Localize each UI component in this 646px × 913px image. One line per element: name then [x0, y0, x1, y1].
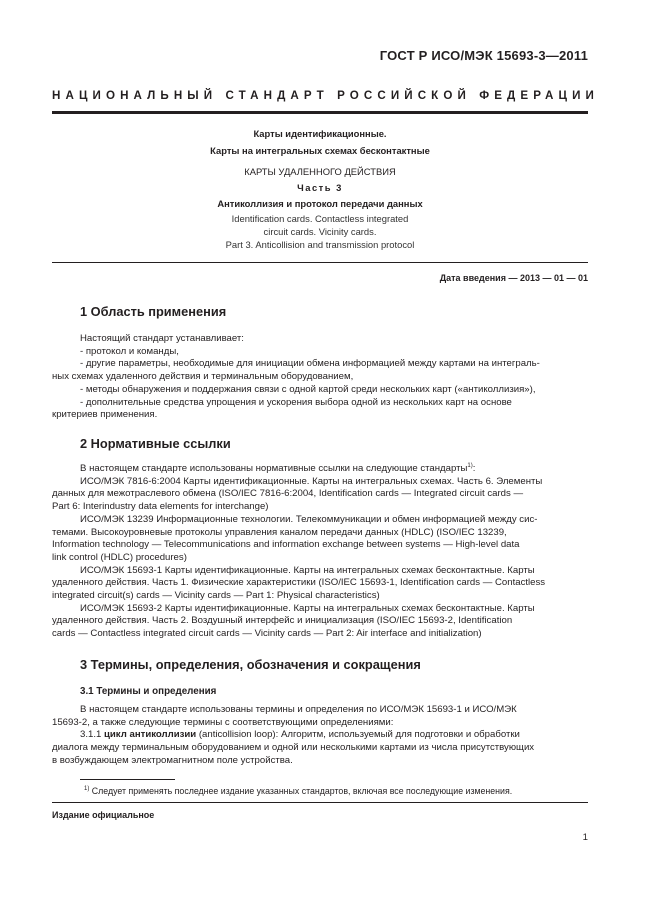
- title-block: [52, 127, 588, 251]
- s2-intro-end: :: [472, 463, 476, 474]
- s1-p2: - протокол и команды,: [80, 345, 179, 357]
- title-en-3: Part 3. Anticollision and transmission protocol: [225, 239, 415, 250]
- title-rule: [52, 262, 588, 263]
- page-number: 1: [582, 832, 588, 843]
- title-line-2: Карты на интегральных схемах бесконтактные: [210, 145, 430, 156]
- s1-p1: Настоящий стандарт устанавливает:: [80, 333, 244, 344]
- footnote-text: Следует применять последнее издание указанных стандартов, включая все последующие изменения.: [89, 786, 513, 796]
- s2-r4c: cards — Contactless integrated circuit cards — Vicinity cards — Part 2: Air interface and initialization): [52, 628, 482, 640]
- s1-p5: - дополнительные средства упрощения и ускорения выбора одной из нескольких карт на основе: [80, 396, 512, 408]
- s2-r3b: удаленного действия. Часть 1. Физические характеристики (ISO/IEC 15693-1, Identification cards — Contactless: [52, 577, 546, 589]
- s2-r1a: ИСО/МЭК 7816-6:2004 Карты идентификационные. Карты на интегральных схемах. Часть 6. Элементы: [80, 475, 543, 487]
- footnote: [80, 785, 588, 797]
- s3-term-name: цикл антиколлизии: [104, 729, 197, 741]
- intro-date: Дата введения — 2013 — 01 — 01: [439, 273, 588, 283]
- s2-r2d: link control (HDLC) procedures): [52, 551, 187, 563]
- s1-p5b: критериев применения.: [52, 409, 158, 421]
- section-1-heading: 1 Область применения: [80, 304, 227, 319]
- s2-intro: [80, 463, 588, 476]
- s1-p3: - другие параметры, необходимые для инициации обмена информацией между картами на интеграль-: [80, 358, 540, 370]
- document-code: ГОСТ Р ИСО/МЭК 15693-3—2011: [379, 48, 588, 63]
- s2-r4a: ИСО/МЭК 15693-2 Карты идентификационные. Карты на интегральных схемах бесконтактные. Карты: [80, 602, 535, 614]
- title-en-2: circuit cards. Vicinity cards.: [263, 226, 377, 237]
- s2-r1b: данных для межотраслевого обмена (ISO/IEC 7816-6:2004, Identification cards — Integrated circuit cards —: [52, 488, 524, 500]
- s2-intro-footnote-ref: 1): [467, 462, 473, 469]
- header-rule: [52, 111, 588, 114]
- section-3-heading: 3 Термины, определения, обозначения и сокращения: [80, 657, 421, 672]
- s2-r4b: удаленного действия. Часть 2. Воздушный интерфейс и инициализация (ISO/IEC 15693-2, Identification: [52, 615, 513, 627]
- title-en-1: Identification cards. Contactless integrated: [231, 213, 409, 224]
- title-line-3: КАРТЫ УДАЛЕННОГО ДЕЙСТВИЯ: [244, 166, 396, 177]
- s1-p3b: ных схемах удаленного действия и терминальным оборудованием,: [52, 371, 354, 383]
- s3-term-def-b: диалога между терминальным оборудованием и одной или несколькими картами из числа присутствующих: [52, 742, 535, 754]
- footnote-rule: [80, 779, 175, 780]
- section-1-body: [52, 333, 588, 422]
- national-standard-banner: НАЦИОНАЛЬНЫЙ СТАНДАРТ РОССИЙСКОЙ ФЕДЕРАЦИИ: [52, 89, 599, 102]
- s2-r2b: темами. Высокоуровневые протоколы управления каналом передачи данных (HDLC) (ISO/IEC 13239,: [52, 526, 507, 538]
- s3-p1a: В настоящем стандарте использованы термины и определения по ИСО/МЭК 15693-1 и ИСО/МЭК: [80, 704, 517, 715]
- s2-r1c: Part 6: Interindustry data elements for interchange): [52, 501, 269, 513]
- title-part: Часть 3: [297, 182, 343, 193]
- section-2-body: [52, 463, 588, 641]
- section-3-body: [52, 704, 588, 768]
- s2-r2a: ИСО/МЭК 13239 Информационные технологии. Телекоммуникации и обмен информацией между сис-: [80, 513, 538, 525]
- s1-p4: - методы обнаружения и поддержания связи с одной картой среди нескольких карт («антиколлизия»),: [80, 383, 536, 395]
- s3-term: [80, 729, 588, 742]
- edition-label: Издание официальное: [52, 810, 155, 820]
- s3-term-def-a: (anticollision loop): Алгоритм, используемый для подготовки и обработки: [196, 729, 520, 741]
- footnote-marker: 1): [84, 786, 90, 793]
- section-2-heading: 2 Нормативные ссылки: [80, 436, 231, 451]
- s3-term-def-c: в возбуждающем электромагнитном поле устройства.: [52, 754, 293, 766]
- s2-intro-text: В настоящем стандарте использованы нормативные ссылки на следующие стандарты: [80, 463, 468, 474]
- s3-p1b: 15693-2, а также следующие термины с соответствующими определениями:: [52, 716, 394, 728]
- s2-r2c: Information technology — Telecommunications and information exchange between systems — High-level data: [52, 539, 520, 551]
- s3-term-number: 3.1.1: [80, 729, 105, 741]
- s2-r3a: ИСО/МЭК 15693-1 Карты идентификационные. Карты на интегральных схемах бесконтактные. Карты: [80, 564, 535, 576]
- section-3-1-heading: 3.1 Термины и определения: [80, 686, 217, 697]
- s2-r3c: integrated circuit(s) cards — Vicinity cards — Part 1: Physical characteristics): [52, 590, 380, 602]
- title-line-1: Карты идентификационные.: [253, 128, 387, 139]
- footer-rule: [52, 802, 588, 803]
- title-line-5: Антиколлизия и протокол передачи данных: [217, 198, 423, 209]
